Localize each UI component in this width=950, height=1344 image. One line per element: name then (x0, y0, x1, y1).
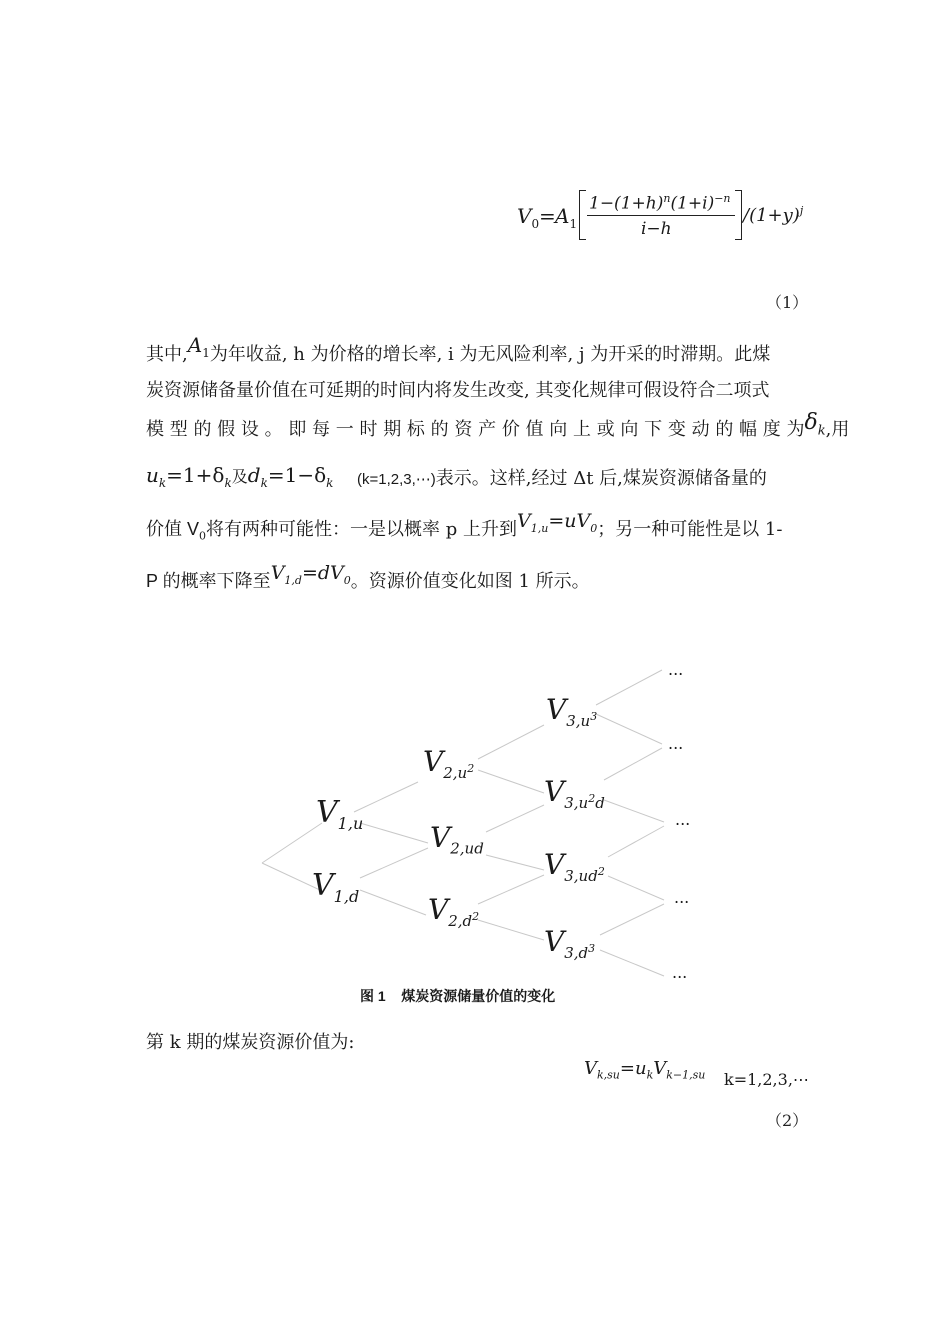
branch (608, 826, 664, 857)
eq1-tail: $/(1+y)^j$ (743, 204, 804, 226)
branch (478, 725, 544, 759)
node-v3uud: $V_{3,u^2d}$ (544, 775, 605, 812)
para2: 第 k 期的煤炭资源价值为: (146, 1032, 355, 1053)
symbol-delta-k: $\delta_k$ (804, 410, 826, 439)
eq1-denominator: i−h (641, 219, 672, 239)
tree-ellipsis: ... (668, 734, 684, 753)
branch (262, 823, 322, 863)
eq1-equals: = (539, 204, 556, 228)
eq1-coef: $A_1$ (555, 204, 578, 231)
branch (604, 748, 662, 780)
node-v3uuu: $V_{3,u^3}$ (546, 693, 598, 730)
para1-line4: $u_k=1+\delta_k$及$d_k=1-\delta_k$ (146, 463, 334, 490)
para1-line4-tail: (k=1,2,3,⋯)表示。这样,经过 Δt 后,煤炭资源储备量的 (357, 468, 767, 489)
branch (600, 950, 664, 976)
equation-2-number: （2） (766, 1111, 809, 1130)
para1-line3: 模 型 的 假 设 。 即 每 一 时 期 标 的 资 产 价 值 向 上 或 向 下 变 动 的 幅 度 为$\delta_k$,用 (146, 410, 850, 440)
eq-v1d: $V_{1,d}=dV_0$ (270, 562, 351, 587)
para1-line5: 价值 $V_0$将有两种可能性：一是以概率 p 上升到$V_{1,u}=uV_0$；另一种可能性是以 1- (146, 510, 783, 543)
eq1-numerator: $1-(1+h)^n(1+i)^{-n}$ (589, 192, 731, 214)
branch (478, 920, 544, 940)
eq-uk: $u_k=1+\delta_k$ (146, 463, 232, 490)
equation-2: $V_{k,su}=u_kV_{k-1,su}$ (584, 1058, 706, 1082)
tree-ellipsis: ... (672, 963, 688, 982)
branch (360, 848, 428, 878)
figure-caption: 图 1 煤炭资源储量价值的变化 (360, 988, 556, 1004)
equation-1-number: （1） (766, 293, 809, 312)
node-v2dd: $V_{2,d^2}$ (428, 893, 480, 930)
branch (354, 782, 418, 812)
tree-ellipsis: ... (668, 660, 684, 679)
symbol-A1: $A_1$ (187, 333, 210, 360)
branch (478, 770, 544, 793)
branch (596, 670, 662, 705)
node-v2ud: $V_{2,ud}$ (430, 821, 484, 858)
branch (360, 823, 428, 843)
node-v3udd: $V_{3,ud^2}$ (544, 848, 605, 885)
branch (478, 875, 544, 904)
eq1-lhs: $V_0$ (517, 204, 540, 231)
branch (486, 855, 544, 870)
tree-ellipsis: ... (674, 888, 690, 907)
node-v1d: $V_{1,d}$ (312, 868, 360, 906)
node-v1u: $V_{1,u}$ (316, 795, 364, 833)
branch (596, 714, 662, 744)
node-v3ddd: $V_{3,d^3}$ (544, 925, 596, 962)
branch (360, 890, 426, 915)
node-v2uu: $V_{2,u^2}$ (423, 745, 475, 782)
branch (604, 800, 664, 822)
para1-line6: P 的概率下降至$V_{1,d}=dV_0$。资源价值变化如图 1 所示。 (146, 562, 590, 592)
branch (608, 876, 664, 900)
para1-line2: 炭资源储备量价值在可延期的时间内将发生改变, 其变化规律可假设符合二项式 (146, 380, 770, 401)
para1-line1: 其中$,A_1$为年收益, h 为价格的增长率, i 为无风险利率, j 为开采的时滞期。此煤 (146, 333, 771, 365)
eq-dk: $d_k=1-\delta_k$ (247, 463, 334, 490)
branch (486, 805, 544, 832)
equation-2-range: k=1,2,3,⋯ (724, 1070, 809, 1089)
branch (600, 904, 664, 935)
eq-v1u: $V_{1,u}=uV_0$ (516, 510, 598, 535)
tree-ellipsis: ... (675, 810, 691, 829)
